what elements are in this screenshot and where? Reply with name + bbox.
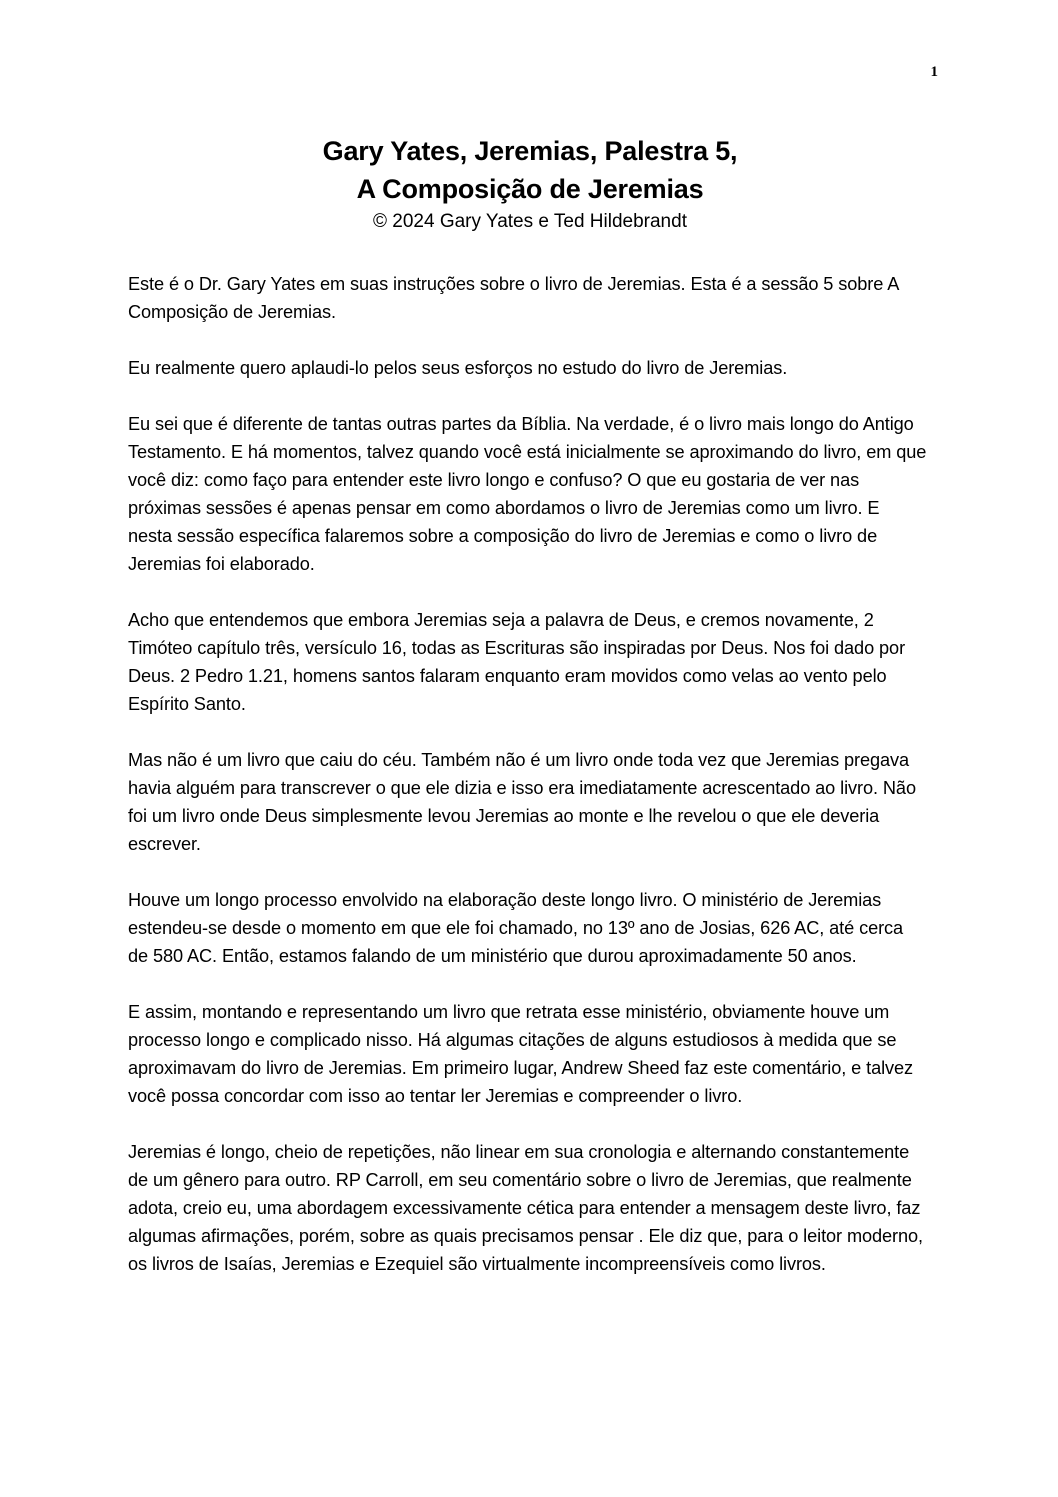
paragraph-1: Este é o Dr. Gary Yates em suas instruções sobre o livro de Jeremias. Esta é a sessão 5 sobre A Composição de Jeremias. [128, 274, 899, 322]
copyright-notice: © 2024 Gary Yates e Ted Hildebrandt [373, 211, 687, 232]
paragraph-4: Acho que entendemos que embora Jeremias seja a palavra de Deus, e cremos novamente, 2 Timóteo capítulo três, versículo 16, todas as Escrituras são inspiradas por Deus. Nos foi dado por Deus. 2 Pedro 1.21, homens santos falaram enquanto eram movidos como velas ao vento pelo Espírito Santo. [128, 610, 906, 714]
paragraph-2: Eu realmente quero aplaudi-lo pelos seus esforços no estudo do livro de Jeremias. [128, 358, 788, 378]
page-number: 1 [930, 64, 938, 80]
paragraph-6: Houve um longo processo envolvido na elaboração deste longo livro. O ministério de Jeremias estendeu-se desde o momento em que ele foi chamado, no 13º ano de Josias, 626 AC, até cerca de 580 AC. Então, estamos falando de um ministério que durou aproximadamente 50 anos. [128, 890, 904, 966]
paragraph-3: Eu sei que é diferente de tantas outras partes da Bíblia. Na verdade, é o livro mais longo do Antigo Testamento. E há momentos, talvez quando você está inicialmente se aproximando do livro, em que você diz: como faço para entender este livro longo e confuso? O que eu gostaria de ver nas próximas sessões é apenas pensar em como abordamos o livro de Jeremias como um livro. E nesta sessão específica falaremos sobre a composição do livro de Jeremias e como o livro de Jeremias foi elaborado. [128, 414, 927, 574]
title-block [128, 132, 932, 236]
paragraph-5: Mas não é um livro que caiu do céu. Também não é um livro onde toda vez que Jeremias pregava havia alguém para transcrever o que ele dizia e isso era imediatamente acrescentado ao livro. Não foi um livro onde Deus simplesmente levou Jeremias ao monte e lhe revelou o que ele deveria escrever. [128, 750, 916, 854]
document-body [128, 270, 928, 1306]
document-title-line-2: A Composição de Jeremias [356, 174, 704, 204]
document-title-line-1: Gary Yates, Jeremias, Palestra 5, [322, 136, 738, 166]
paragraph-8: Jeremias é longo, cheio de repetições, não linear em sua cronologia e alternando constantemente de um gênero para outro. RP Carroll, em seu comentário sobre o livro de Jeremias, que realmente adota, creio eu, uma abordagem excessivamente cética para entender a mensagem deste livro, faz algumas afirmações, porém, sobre as quais precisamos pensar . Ele diz que, para o leitor moderno, os livros de Isaías, Jeremias e Ezequiel são virtualmente incompreensíveis como livros. [128, 1142, 923, 1274]
paragraph-7: E assim, montando e representando um livro que retrata esse ministério, obviamente houve um processo longo e complicado nisso. Há algumas citações de alguns estudiosos à medida que se aproximavam do livro de Jeremias. Em primeiro lugar, Andrew Sheed faz este comentário, e talvez você possa concordar com isso ao tentar ler Jeremias e compreender o livro. [128, 1002, 914, 1106]
